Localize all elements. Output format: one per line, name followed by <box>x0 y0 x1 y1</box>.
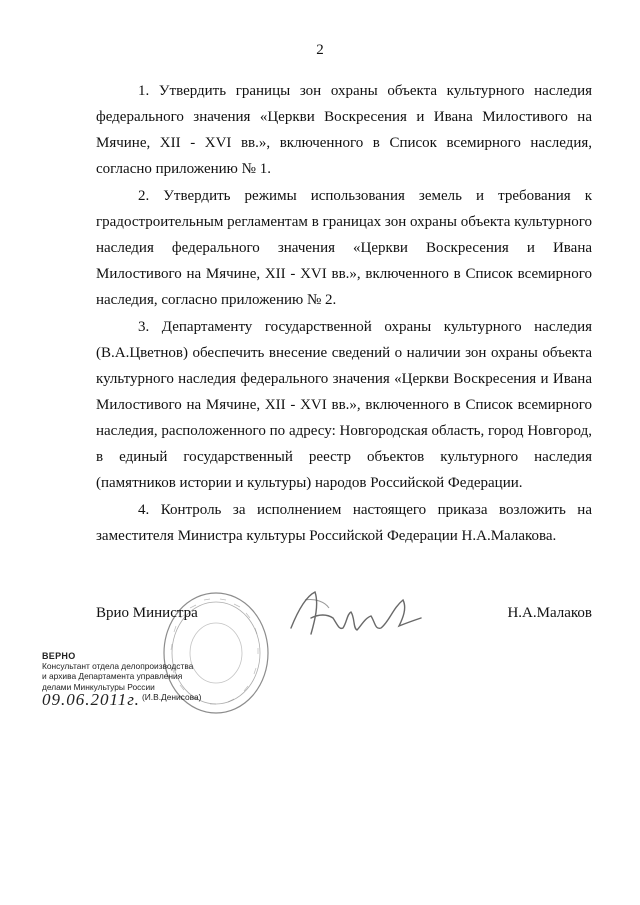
signatory-name: Н.А.Малаков <box>507 605 592 621</box>
paragraph-3: 3. Департаменту государственной охраны культурного наследия (В.А.Цветнов) обеспечить внесение сведений о наличии зон охраны объекта культурного наследия федерального значения «Церкви Воскресения и Ивана Милостивого на Мячине, XII - XVI вв.», включенного в Список всемирного наследия, расположенного по адресу: Новгородская область, город Новгород, в единый государственный реестр объектов культурного наследия (памятников истории и культуры) народов Российской Федерации. <box>96 319 592 491</box>
paragraph-1: 1. Утвердить границы зон охраны объекта культурного наследия федерального значения «Церкви Воскресения и Ивана Милостивого на Мячине, XII - XVI вв.», включенного в Список всемирного наследия, согласно приложению № 1. <box>96 83 592 177</box>
minister-signature <box>285 578 425 648</box>
certification-line: Консультант отдела делопроизводства <box>42 661 194 672</box>
certification-line: и архива Департамента управления <box>42 671 183 682</box>
certification-header: ВЕРНО <box>42 651 76 661</box>
certification-signer: (И.В.Денисова) <box>142 691 202 702</box>
page-number: 2 <box>316 42 324 58</box>
paragraph-4: 4. Контроль за исполнением настоящего приказа возложить на заместителя Министра культуры Российской Федерации Н.А.Малакова. <box>96 502 592 544</box>
signatory-title: Врио Министра <box>96 605 198 621</box>
paragraph-2: 2. Утвердить режимы использования земель и требования к градостроительным регламентам в границах зон охраны объекта культурного наследия федерального значения «Церкви Воскресения и Ивана Милостивого на Мячине, XII - XVI вв.», включенного в Список всемирного наследия, согласно приложению № 2. <box>96 188 592 308</box>
certification-line: делами Минкультуры России <box>42 681 155 692</box>
order-body <box>96 78 592 549</box>
certification-date: 09.06.2011г. <box>42 690 140 709</box>
